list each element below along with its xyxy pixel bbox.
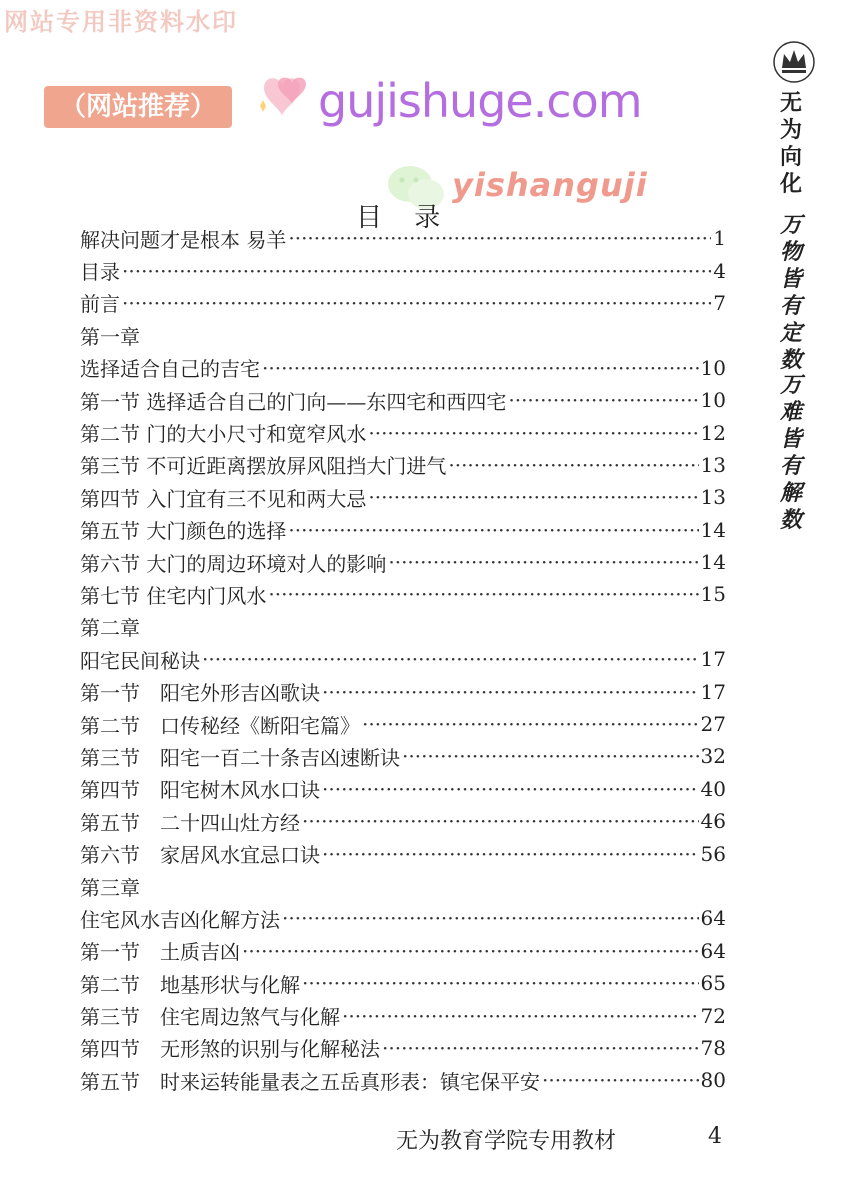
hearts-icon — [248, 66, 318, 126]
toc-entry-label: 第一节 选择适合自己的门向——东四宅和西四宅 — [80, 389, 507, 414]
toc-leader-dots — [402, 744, 699, 768]
crown-logo-icon — [772, 40, 816, 84]
footer-page-number: 4 — [708, 1124, 722, 1149]
toc-entry-label: 第六节 家居风水宜忌口诀 — [80, 843, 320, 868]
toc-leader-dots — [368, 421, 698, 445]
toc-entry — [80, 319, 726, 351]
toc-entry — [80, 384, 726, 416]
toc-entry — [80, 222, 726, 254]
sidebar-vertical-text-3: 万难皆有解数 — [779, 373, 802, 533]
toc-leader-dots — [322, 842, 699, 866]
toc-entry-label: 第二章 — [80, 616, 140, 641]
toc-leader-dots — [362, 712, 699, 736]
toc-leader-dots — [508, 388, 698, 412]
toc-entry-page: 4 — [713, 258, 726, 283]
toc-leader-dots — [268, 582, 698, 606]
toc-entry-label: 第五节 二十四山灶方经 — [80, 810, 300, 835]
toc-entry-label: 第五节 时来运转能量表之五岳真形表：镇宅保平安 — [80, 1069, 540, 1094]
toc-entry-label: 前言 — [80, 292, 120, 317]
toc-entry-page: 46 — [700, 809, 726, 834]
toc-title: 目 录 — [356, 203, 453, 233]
toc-leader-dots — [288, 226, 711, 250]
toc-entry — [80, 967, 726, 999]
toc-entry-label: 第二节 门的大小尺寸和宽窄风水 — [80, 422, 367, 447]
toc-entry — [80, 254, 726, 286]
toc-entry — [80, 708, 726, 740]
toc-entry-label: 解决问题才是根本 易羊 — [80, 227, 287, 252]
toc-entry-page: 10 — [700, 355, 726, 380]
toc-entry-page: 27 — [700, 712, 726, 737]
toc-leader-dots — [262, 356, 699, 380]
toc-entry — [80, 999, 726, 1031]
toc-entry-label: 第六节 大门的周边环境对人的影响 — [80, 551, 387, 576]
table-of-contents — [80, 222, 726, 1097]
toc-entry-page: 56 — [700, 841, 726, 866]
sidebar-vertical-text-2: 万物皆有定数 — [779, 213, 802, 373]
toc-leader-dots — [322, 777, 699, 801]
toc-entry-label: 第一节 阳宅外形吉凶歌诀 — [80, 681, 320, 706]
toc-entry — [80, 449, 726, 481]
toc-entry-label: 第三节 住宅周边煞气与化解 — [80, 1005, 340, 1030]
site-recommend-badge: （网站推荐） — [44, 86, 232, 128]
toc-entry-page: 13 — [700, 485, 726, 510]
toc-leader-dots — [202, 647, 699, 671]
wechat-id-watermark: yishanguji — [452, 166, 648, 204]
toc-entry — [80, 805, 726, 837]
toc-entry — [80, 611, 726, 643]
toc-entry — [80, 902, 726, 934]
toc-entry-label: 第二节 地基形状与化解 — [80, 972, 300, 997]
toc-entry-page: 14 — [700, 550, 726, 575]
toc-entry-label: 第四节 无形煞的识别与化解秘法 — [80, 1037, 380, 1062]
toc-entry — [80, 837, 726, 869]
toc-entry — [80, 1032, 726, 1064]
toc-entry-label: 第四节 入门宜有三不见和两大忌 — [80, 486, 367, 511]
toc-entry — [80, 1064, 726, 1096]
toc-entry — [80, 935, 726, 967]
toc-entry-label: 第二节 口传秘经《断阳宅篇》 — [80, 713, 360, 738]
toc-entry — [80, 643, 726, 675]
toc-entry-page: 80 — [700, 1068, 726, 1093]
toc-entry-page: 7 — [713, 290, 726, 315]
toc-entry-label: 阳宅民间秘诀 — [80, 648, 200, 673]
toc-entry-page: 17 — [700, 647, 726, 672]
toc-entry-label: 第一节 土质吉凶 — [80, 940, 240, 965]
toc-leader-dots — [302, 809, 699, 833]
toc-entry — [80, 675, 726, 707]
toc-entry — [80, 870, 726, 902]
toc-leader-dots — [388, 550, 698, 574]
toc-leader-dots — [302, 971, 699, 995]
toc-entry-label: 第七节 住宅内门风水 — [80, 583, 267, 608]
toc-entry-label: 第四节 阳宅树木风水口诀 — [80, 778, 320, 803]
toc-leader-dots — [242, 939, 699, 963]
toc-leader-dots — [342, 1004, 699, 1028]
toc-entry — [80, 546, 726, 578]
toc-entry-label: 第五节 大门颜色的选择 — [80, 519, 287, 544]
toc-entry-page: 1 — [713, 226, 726, 251]
toc-entry — [80, 481, 726, 513]
toc-entry-label: 第一章 — [80, 324, 140, 349]
toc-entry-label: 目录 — [80, 260, 120, 285]
toc-entry-page: 15 — [700, 582, 726, 607]
toc-entry-page: 78 — [700, 1035, 726, 1060]
toc-entry-page: 12 — [700, 420, 726, 445]
toc-entry-page: 40 — [700, 776, 726, 801]
toc-entry — [80, 514, 726, 546]
sidebar-vertical-text-1: 无为向化 — [779, 91, 802, 197]
toc-leader-dots — [122, 259, 711, 283]
toc-entry-page: 65 — [700, 971, 726, 996]
toc-entry-label: 第三节 不可近距离摆放屏风阻挡大门进气 — [80, 454, 447, 479]
toc-entry-page: 13 — [700, 452, 726, 477]
toc-entry — [80, 352, 726, 384]
toc-leader-dots — [322, 680, 699, 704]
toc-entry-page: 64 — [700, 906, 726, 931]
toc-entry — [80, 416, 726, 448]
toc-entry-page: 32 — [700, 744, 726, 769]
toc-leader-dots — [122, 291, 711, 315]
footer-text: 无为教育学院专用教材 — [396, 1129, 617, 1154]
toc-entry-page: 72 — [700, 1003, 726, 1028]
toc-entry-page: 14 — [700, 517, 726, 542]
toc-leader-dots — [448, 453, 698, 477]
toc-leader-dots — [368, 485, 698, 509]
toc-leader-dots — [382, 1036, 699, 1060]
toc-entry-page: 10 — [700, 388, 726, 413]
toc-leader-dots — [288, 518, 698, 542]
toc-entry-page: 17 — [700, 679, 726, 704]
toc-entry — [80, 287, 726, 319]
toc-entry — [80, 740, 726, 772]
toc-entry-page: 64 — [700, 938, 726, 963]
toc-entry — [80, 773, 726, 805]
toc-entry-label: 第三节 阳宅一百二十条吉凶速断诀 — [80, 745, 400, 770]
toc-entry-label: 选择适合自己的吉宅 — [80, 357, 260, 382]
toc-entry-label: 第三章 — [80, 875, 140, 900]
toc-entry-label: 住宅风水吉凶化解方法 — [80, 907, 280, 932]
toc-leader-dots — [542, 1068, 699, 1092]
toc-leader-dots — [282, 906, 699, 930]
site-url: gujishuge.com — [318, 74, 642, 128]
toc-entry — [80, 578, 726, 610]
watermark-top-text: 网站专用非资料水印 — [4, 8, 238, 36]
